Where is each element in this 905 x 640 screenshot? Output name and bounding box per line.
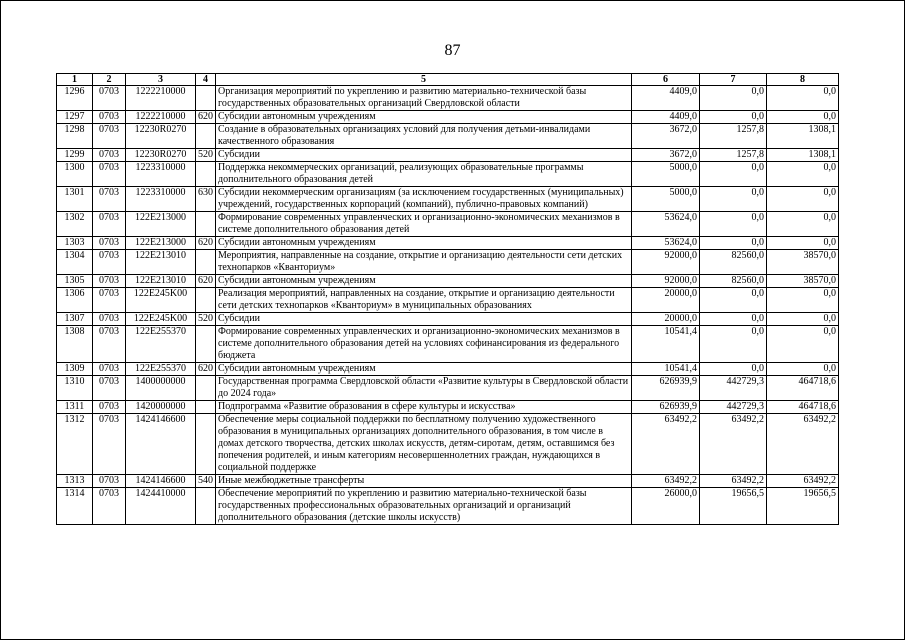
amount-col-6-cell: 3672,0 [632, 149, 700, 162]
header-col-6: 6 [632, 74, 700, 86]
row-number-cell: 1303 [57, 237, 93, 250]
section-code-cell: 0703 [93, 212, 126, 237]
amount-col-7-cell: 0,0 [700, 313, 767, 326]
expense-type-cell: 520 [196, 149, 216, 162]
row-number-cell: 1313 [57, 475, 93, 488]
table-row [57, 187, 839, 212]
amount-col-6-cell: 3672,0 [632, 124, 700, 149]
amount-col-7-cell: 0,0 [700, 288, 767, 313]
target-code-cell: 122E245K00 [126, 288, 196, 313]
table-header-row [57, 74, 839, 86]
item-name-cell: Обеспечение меры социальной поддержки по бесплатному получению художественного образования в муниципальных организациях дополнительного образования, в том числе в домах детского творчества, детских школах искусств, детям-сиротам, детям, оставшимся без попечения родителей, и иным категориям несовершеннолетних граждан, нуждающихся в социальной поддержке [216, 414, 632, 475]
table-row [57, 250, 839, 275]
target-code-cell: 12230R0270 [126, 149, 196, 162]
target-code-cell: 122E255370 [126, 326, 196, 363]
amount-col-7-cell: 19656,5 [700, 488, 767, 525]
row-number-cell: 1311 [57, 401, 93, 414]
expense-type-cell: 620 [196, 363, 216, 376]
target-code-cell: 1424146600 [126, 475, 196, 488]
row-number-cell: 1299 [57, 149, 93, 162]
item-name-cell: Государственная программа Свердловской области «Развитие культуры в Свердловской области до 2024 года» [216, 376, 632, 401]
table-row [57, 363, 839, 376]
budget-table [56, 73, 839, 525]
amount-col-8-cell: 0,0 [767, 237, 839, 250]
target-code-cell: 12230R0270 [126, 124, 196, 149]
section-code-cell: 0703 [93, 187, 126, 212]
item-name-cell: Субсидии некоммерческим организациям (за исключением государственных (муниципальных) учреждений, государственных корпораций (компаний), публично-правовых компаний) [216, 187, 632, 212]
item-name-cell: Субсидии автономным учреждениям [216, 363, 632, 376]
expense-type-cell [196, 212, 216, 237]
target-code-cell: 1223310000 [126, 187, 196, 212]
table-row [57, 475, 839, 488]
expense-type-cell: 540 [196, 475, 216, 488]
table-row [57, 275, 839, 288]
row-number-cell: 1309 [57, 363, 93, 376]
table-row [57, 414, 839, 475]
expense-type-cell [196, 86, 216, 111]
amount-col-6-cell: 4409,0 [632, 111, 700, 124]
section-code-cell: 0703 [93, 363, 126, 376]
section-code-cell: 0703 [93, 475, 126, 488]
amount-col-7-cell: 0,0 [700, 363, 767, 376]
amount-col-6-cell: 53624,0 [632, 237, 700, 250]
expense-type-cell: 620 [196, 237, 216, 250]
amount-col-8-cell: 0,0 [767, 162, 839, 187]
header-col-3: 3 [126, 74, 196, 86]
table-row [57, 124, 839, 149]
row-number-cell: 1300 [57, 162, 93, 187]
amount-col-7-cell: 1257,8 [700, 149, 767, 162]
expense-type-cell: 620 [196, 111, 216, 124]
amount-col-7-cell: 0,0 [700, 326, 767, 363]
table-row [57, 237, 839, 250]
page-number: 87 [444, 42, 461, 59]
amount-col-7-cell: 0,0 [700, 111, 767, 124]
row-number-cell: 1302 [57, 212, 93, 237]
header-col-8: 8 [767, 74, 839, 86]
amount-col-7-cell: 0,0 [700, 212, 767, 237]
item-name-cell: Субсидии [216, 149, 632, 162]
item-name-cell: Подпрограмма «Развитие образования в сфере культуры и искусства» [216, 401, 632, 414]
section-code-cell: 0703 [93, 488, 126, 525]
row-number-cell: 1298 [57, 124, 93, 149]
amount-col-6-cell: 92000,0 [632, 250, 700, 275]
target-code-cell: 122E213000 [126, 237, 196, 250]
item-name-cell: Субсидии автономным учреждениям [216, 111, 632, 124]
amount-col-7-cell: 442729,3 [700, 401, 767, 414]
amount-col-8-cell: 1308,1 [767, 124, 839, 149]
item-name-cell: Обеспечение мероприятий по укреплению и развитию материально-технической базы государственных профессиональных образовательных организаций и организаций дополнительного образования (детские школы искусств) [216, 488, 632, 525]
amount-col-6-cell: 626939,9 [632, 376, 700, 401]
header-col-1: 1 [57, 74, 93, 86]
section-code-cell: 0703 [93, 162, 126, 187]
target-code-cell: 1424146600 [126, 414, 196, 475]
section-code-cell: 0703 [93, 376, 126, 401]
target-code-cell: 1420000000 [126, 401, 196, 414]
amount-col-6-cell: 20000,0 [632, 288, 700, 313]
amount-col-8-cell: 19656,5 [767, 488, 839, 525]
amount-col-8-cell: 0,0 [767, 212, 839, 237]
amount-col-6-cell: 626939,9 [632, 401, 700, 414]
amount-col-6-cell: 5000,0 [632, 187, 700, 212]
expense-type-cell: 620 [196, 275, 216, 288]
item-name-cell: Организация мероприятий по укреплению и развитию материально-технической базы государственных образовательных организаций Свердловской области [216, 86, 632, 111]
header-col-2: 2 [93, 74, 126, 86]
section-code-cell: 0703 [93, 124, 126, 149]
amount-col-8-cell: 63492,2 [767, 414, 839, 475]
header-col-7: 7 [700, 74, 767, 86]
expense-type-cell [196, 250, 216, 275]
amount-col-8-cell: 0,0 [767, 288, 839, 313]
expense-type-cell [196, 401, 216, 414]
expense-type-cell [196, 124, 216, 149]
amount-col-6-cell: 63492,2 [632, 414, 700, 475]
amount-col-6-cell: 5000,0 [632, 162, 700, 187]
section-code-cell: 0703 [93, 275, 126, 288]
target-code-cell: 1223310000 [126, 162, 196, 187]
amount-col-8-cell: 0,0 [767, 187, 839, 212]
item-name-cell: Субсидии автономным учреждениям [216, 275, 632, 288]
item-name-cell: Иные межбюджетные трансферты [216, 475, 632, 488]
section-code-cell: 0703 [93, 149, 126, 162]
amount-col-7-cell: 0,0 [700, 237, 767, 250]
row-number-cell: 1305 [57, 275, 93, 288]
section-code-cell: 0703 [93, 414, 126, 475]
amount-col-8-cell: 464718,6 [767, 401, 839, 414]
amount-col-8-cell: 0,0 [767, 363, 839, 376]
expense-type-cell [196, 488, 216, 525]
target-code-cell: 122E255370 [126, 363, 196, 376]
amount-col-8-cell: 0,0 [767, 326, 839, 363]
expense-type-cell [196, 326, 216, 363]
amount-col-7-cell: 442729,3 [700, 376, 767, 401]
target-code-cell: 122E213010 [126, 275, 196, 288]
expense-type-cell [196, 414, 216, 475]
target-code-cell: 122E245K00 [126, 313, 196, 326]
amount-col-7-cell: 63492,2 [700, 414, 767, 475]
section-code-cell: 0703 [93, 237, 126, 250]
item-name-cell: Субсидии [216, 313, 632, 326]
expense-type-cell [196, 162, 216, 187]
target-code-cell: 1222210000 [126, 86, 196, 111]
amount-col-6-cell: 20000,0 [632, 313, 700, 326]
target-code-cell: 1222210000 [126, 111, 196, 124]
amount-col-7-cell: 63492,2 [700, 475, 767, 488]
expense-type-cell: 630 [196, 187, 216, 212]
section-code-cell: 0703 [93, 313, 126, 326]
item-name-cell: Поддержка некоммерческих организаций, реализующих образовательные программы дополнительного образования детей [216, 162, 632, 187]
item-name-cell: Мероприятия, направленные на создание, открытие и организацию деятельности сети детских технопарков «Кванториум» [216, 250, 632, 275]
amount-col-6-cell: 53624,0 [632, 212, 700, 237]
amount-col-7-cell: 0,0 [700, 86, 767, 111]
amount-col-8-cell: 464718,6 [767, 376, 839, 401]
amount-col-8-cell: 63492,2 [767, 475, 839, 488]
table-row [57, 326, 839, 363]
amount-col-8-cell: 38570,0 [767, 275, 839, 288]
row-number-cell: 1312 [57, 414, 93, 475]
amount-col-8-cell: 1308,1 [767, 149, 839, 162]
amount-col-6-cell: 92000,0 [632, 275, 700, 288]
row-number-cell: 1306 [57, 288, 93, 313]
section-code-cell: 0703 [93, 288, 126, 313]
row-number-cell: 1301 [57, 187, 93, 212]
header-col-5: 5 [216, 74, 632, 86]
amount-col-7-cell: 0,0 [700, 162, 767, 187]
table-row [57, 401, 839, 414]
amount-col-6-cell: 4409,0 [632, 86, 700, 111]
section-code-cell: 0703 [93, 250, 126, 275]
row-number-cell: 1304 [57, 250, 93, 275]
target-code-cell: 1424410000 [126, 488, 196, 525]
table-row [57, 313, 839, 326]
section-code-cell: 0703 [93, 111, 126, 124]
item-name-cell: Реализация мероприятий, направленных на создание, открытие и организацию деятельности сети детских технопарков «Кванториум» в муниципальных образованиях [216, 288, 632, 313]
table-row [57, 86, 839, 111]
item-name-cell: Создание в образовательных организациях условий для получения детьми-инвалидами качественного образования [216, 124, 632, 149]
item-name-cell: Формирование современных управленческих и организационно-экономических механизмов в системе дополнительного образования детей на условиях софинансирования из федерального бюджета [216, 326, 632, 363]
table-row [57, 376, 839, 401]
section-code-cell: 0703 [93, 326, 126, 363]
amount-col-8-cell: 38570,0 [767, 250, 839, 275]
amount-col-6-cell: 63492,2 [632, 475, 700, 488]
table-row [57, 212, 839, 237]
amount-col-7-cell: 82560,0 [700, 275, 767, 288]
amount-col-6-cell: 10541,4 [632, 326, 700, 363]
target-code-cell: 122E213010 [126, 250, 196, 275]
row-number-cell: 1307 [57, 313, 93, 326]
row-number-cell: 1308 [57, 326, 93, 363]
row-number-cell: 1297 [57, 111, 93, 124]
table-row [57, 288, 839, 313]
section-code-cell: 0703 [93, 86, 126, 111]
amount-col-7-cell: 1257,8 [700, 124, 767, 149]
amount-col-8-cell: 0,0 [767, 313, 839, 326]
expense-type-cell [196, 288, 216, 313]
amount-col-7-cell: 82560,0 [700, 250, 767, 275]
table-row [57, 149, 839, 162]
expense-type-cell: 520 [196, 313, 216, 326]
table-row [57, 162, 839, 187]
amount-col-7-cell: 0,0 [700, 187, 767, 212]
section-code-cell: 0703 [93, 401, 126, 414]
target-code-cell: 1400000000 [126, 376, 196, 401]
table-row [57, 111, 839, 124]
table-row [57, 488, 839, 525]
amount-col-8-cell: 0,0 [767, 111, 839, 124]
amount-col-6-cell: 26000,0 [632, 488, 700, 525]
amount-col-6-cell: 10541,4 [632, 363, 700, 376]
row-number-cell: 1296 [57, 86, 93, 111]
row-number-cell: 1310 [57, 376, 93, 401]
item-name-cell: Субсидии автономным учреждениям [216, 237, 632, 250]
amount-col-8-cell: 0,0 [767, 86, 839, 111]
item-name-cell: Формирование современных управленческих и организационно-экономических механизмов в системе дополнительного образования детей [216, 212, 632, 237]
expense-type-cell [196, 376, 216, 401]
target-code-cell: 122E213000 [126, 212, 196, 237]
row-number-cell: 1314 [57, 488, 93, 525]
header-col-4: 4 [196, 74, 216, 86]
